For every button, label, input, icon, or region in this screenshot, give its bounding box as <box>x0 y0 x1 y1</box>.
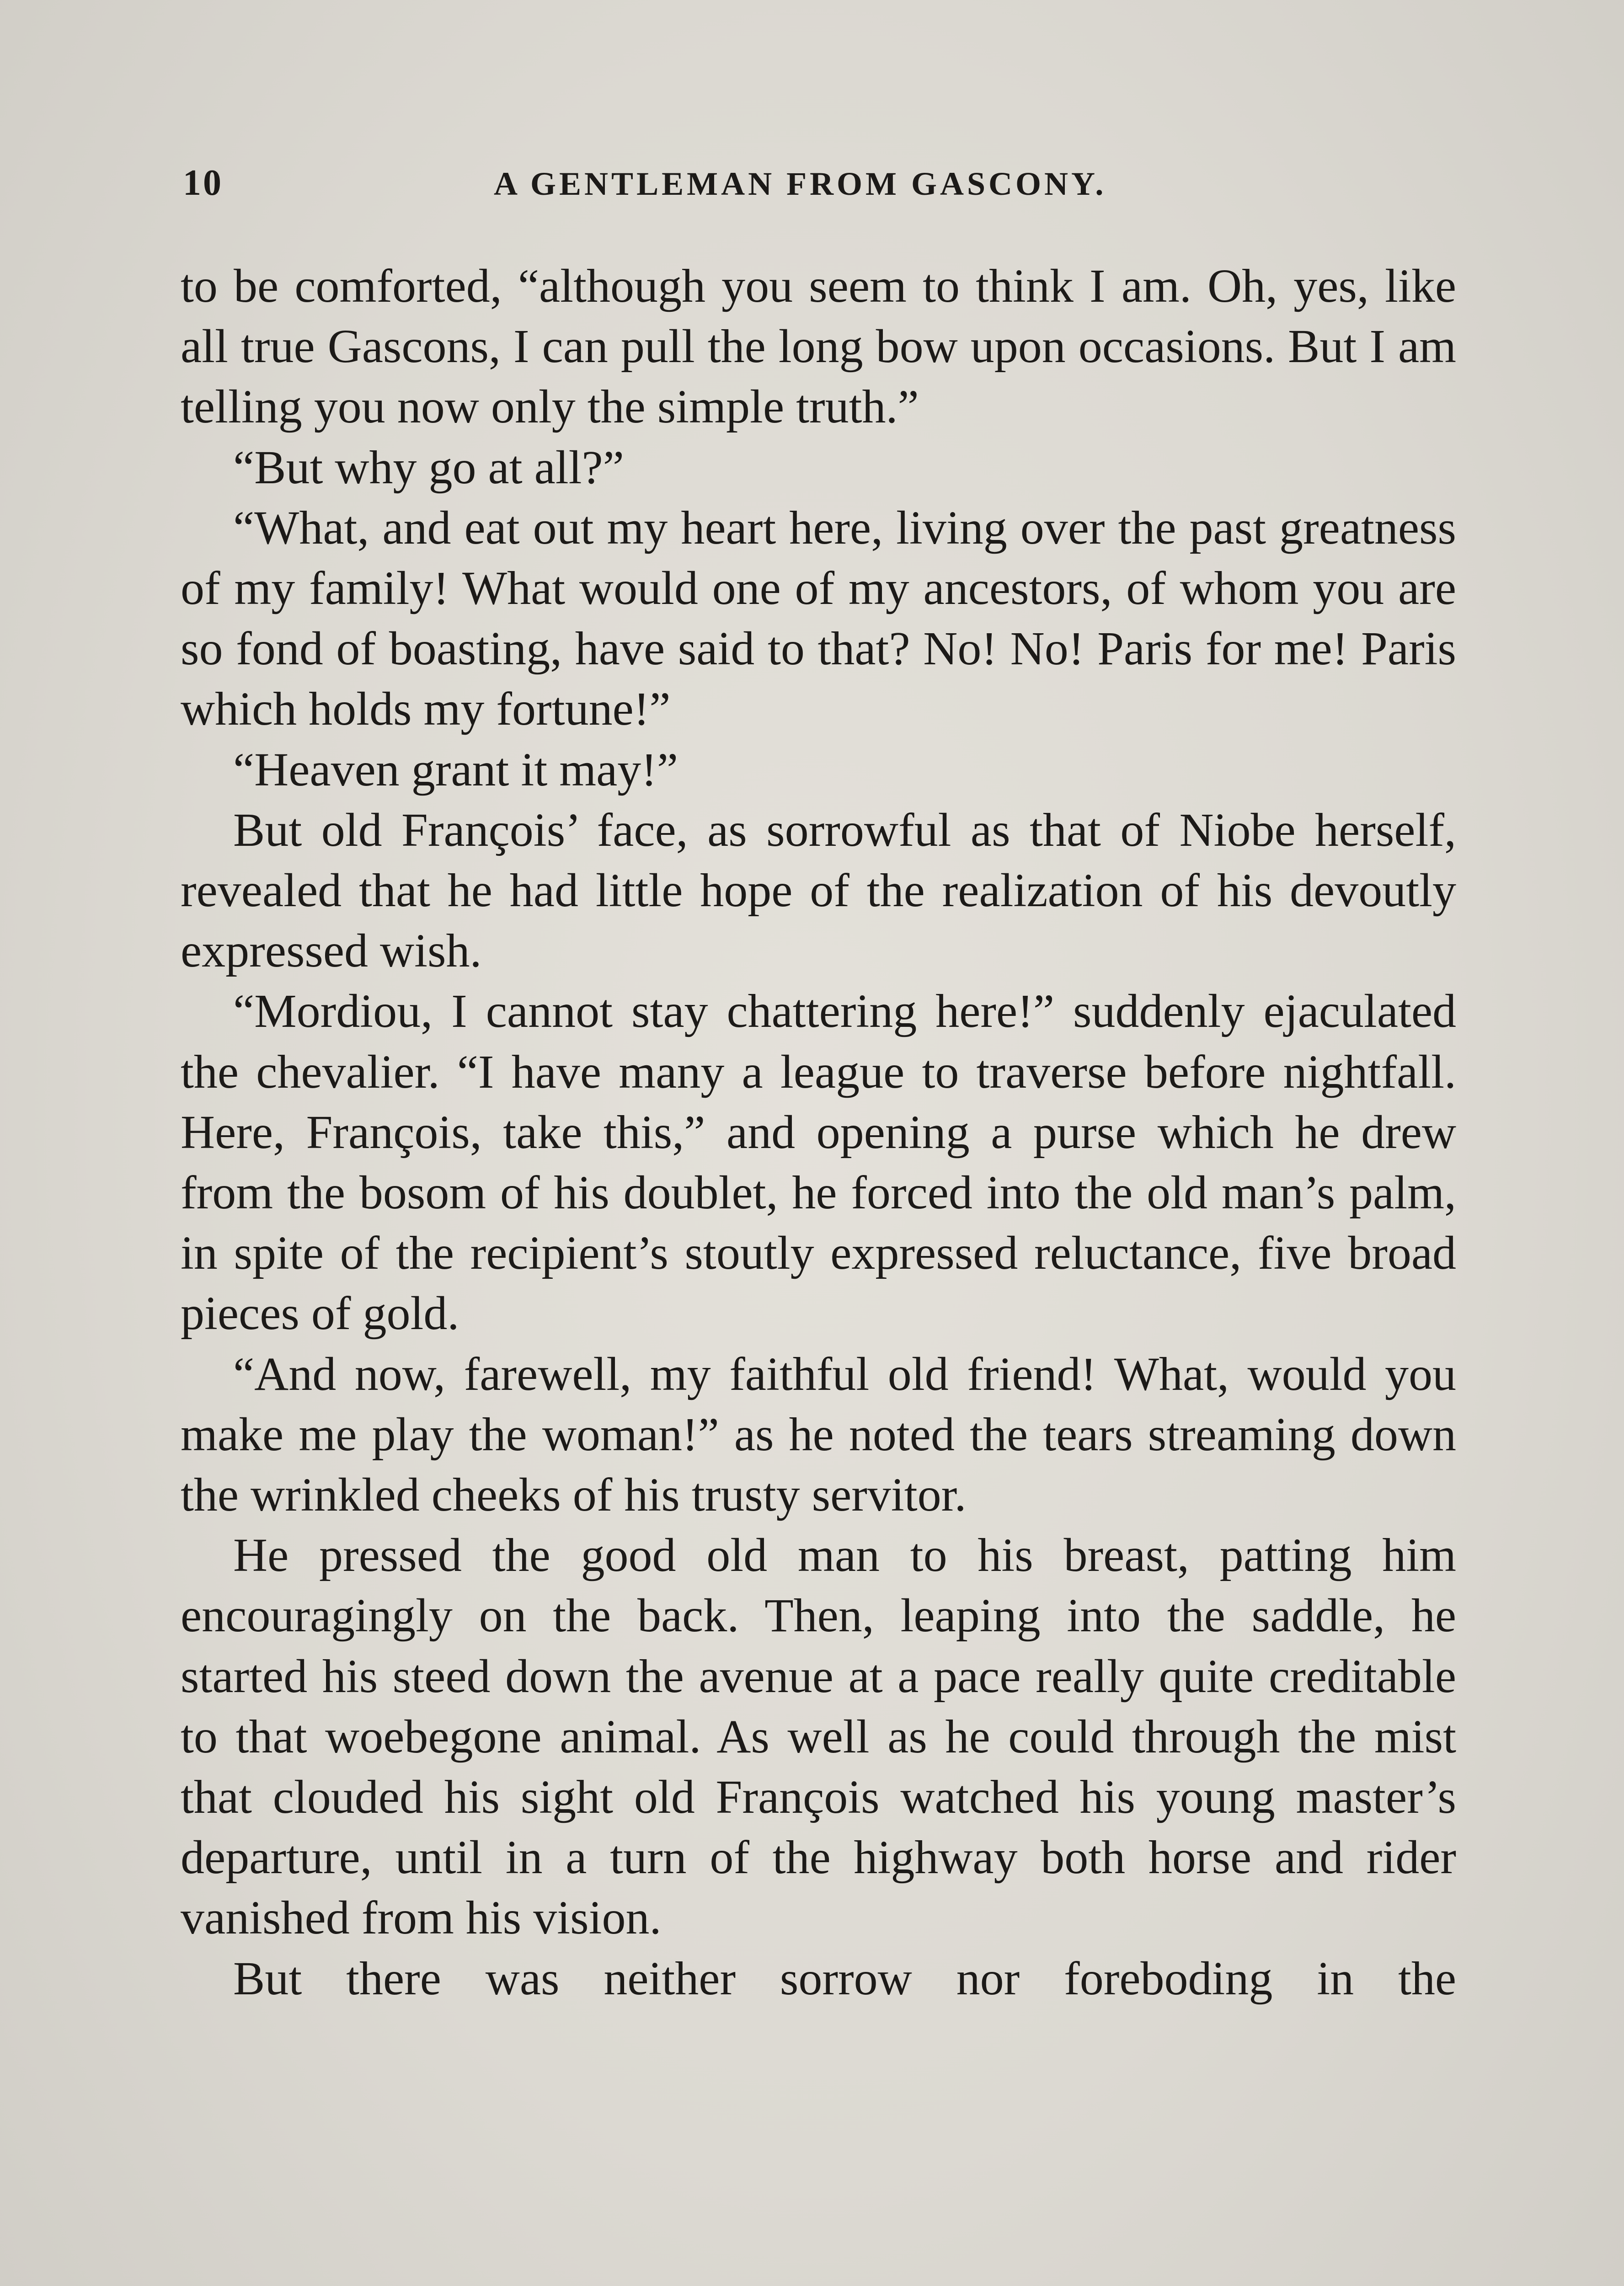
page-number: 10 <box>183 163 223 203</box>
running-title: A GENTLEMAN FROM GASCONY. <box>494 166 1107 202</box>
paragraph: But there was neither sorrow nor foreboding in the <box>233 1952 1456 2005</box>
paragraph: He pressed the good old man to his breast, patting him encouragingly on the back. Then, leaping into the saddle, he started his steed down the avenue at a pace really quite creditable to that woebegone animal. As well as he could through the mist that clouded his sight old François watched his young master’s departure, until in a turn of the highway both horse and rider vanished from his vision. <box>181 1529 1456 1944</box>
paragraph: to be comforted, “although you seem to think I am. Oh, yes, like all true Gascons, I can pull the long bow upon occasions. But I am telling you now only the simple truth.” <box>181 260 1456 433</box>
paragraph: “And now, farewell, my faithful old friend! What, would you make me play the woman!” as he noted the tears streaming down the wrinkled cheeks of his trusty servitor. <box>181 1347 1456 1522</box>
paragraph: “But why go at all?” <box>233 441 624 494</box>
paragraph: “Heaven grant it may!” <box>233 743 678 796</box>
paragraph: “What, and eat out my heart here, living over the past greatness of my family! What would one of my ancestors, of whom you are so fond of boasting, have said to that? No! No! Paris for me! Paris which holds my fortune!” <box>181 501 1456 736</box>
running-head <box>183 162 1454 217</box>
paragraph: But old François’ face, as sorrowful as that of Niobe herself, revealed that he had little hope of the realization of his devoutly expressed wish. <box>181 803 1456 977</box>
paragraph: “Mordiou, I cannot stay chattering here!” suddenly ejaculated the chevalier. “I have many a league to traverse before nightfall. Here, François, take this,” and opening a purse which he drew from the bosom of his doublet, he forced into the old man’s palm, in spite of the recipient’s stoutly expressed reluctance, five broad pieces of gold. <box>181 985 1456 1340</box>
body-text <box>181 256 1456 2009</box>
